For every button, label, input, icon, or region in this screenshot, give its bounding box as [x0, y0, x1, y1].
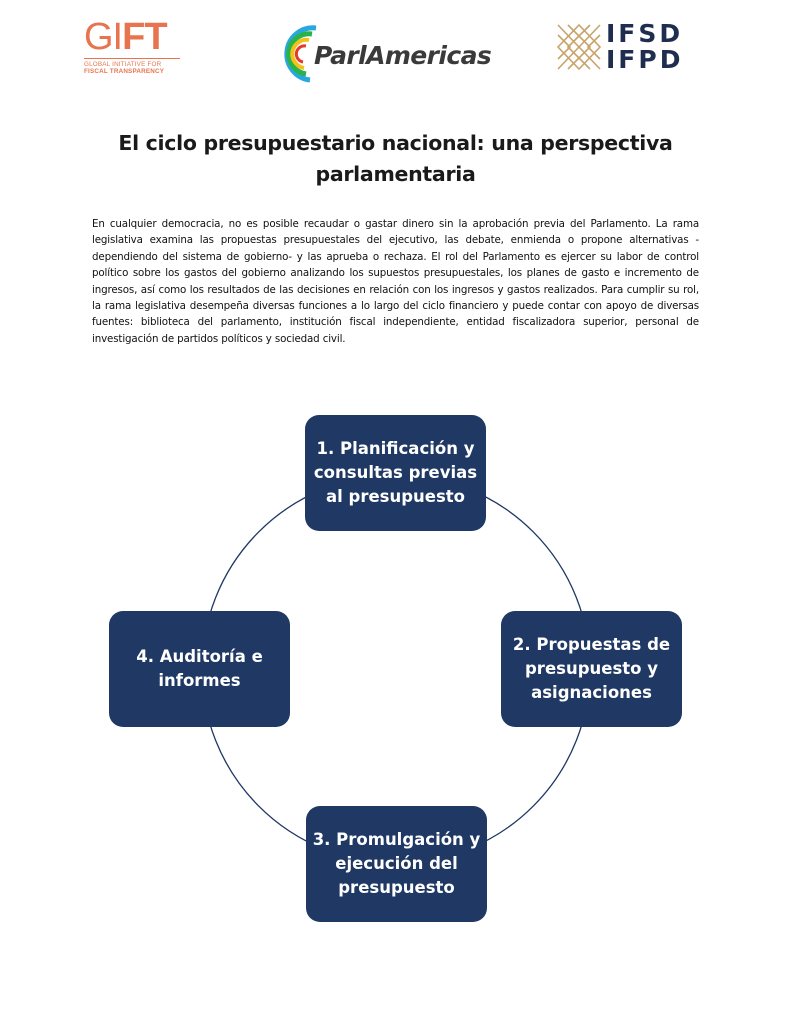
ifsd-logo [556, 21, 706, 77]
document-title: El ciclo presupuestario nacional: una perspectiva parlamentaria [118, 131, 673, 186]
intro-paragraph: En cualquier democracia, no es posible recaudar o gastar dinero sin la aprobación previa del Parlamento. La rama legislativa examina las propuestas presupuestales del ejecutivo, las debate, enmienda o propone alternativas -dependiendo del sistema de gobierno- y las aprueba o rechaza. El rol del Parlamento es ejercer su labor de control político sobre los gastos del gobierno analizando los supuestos presupuestales, los planes de gasto e incremento de ingresos, así como los resultados de las decisiones en relación con los ingresos y gastos realizados. Para cumplir su rol, la rama legislativa desempeña diversas funciones a lo largo del ciclo financiero y puede contar con apoyo de diversas fuentes: biblioteca del parlamento, institución fiscal independiente, entidad fiscalizadora superior, personal de investigación de partidos políticos y sociedad civil. [92, 218, 699, 345]
gift-wordmark: GIFT [84, 16, 167, 58]
gift-subtitle: GLOBAL INITIATIVE FOR FISCAL TRANSPARENCY [84, 58, 180, 75]
cycle-step-enactment: 3. Promulgación y ejecución del presupuesto [306, 806, 487, 922]
gift-logo [84, 18, 184, 80]
parlamericas-logo [276, 20, 508, 86]
ifpd-wordmark: IFPD [606, 45, 684, 74]
ifsd-lattice-icon [556, 23, 602, 71]
ifsd-wordmark: IFSD [606, 19, 684, 48]
parlamericas-wordmark: ParlAmericas [314, 41, 492, 70]
cycle-step-audit: 4. Auditoría e informes [109, 611, 290, 727]
cycle-step-planning: 1. Planificación y consultas previas al presupuesto [305, 415, 486, 531]
cycle-step-proposals: 2. Propuestas de presupuesto y asignaciones [501, 611, 682, 727]
